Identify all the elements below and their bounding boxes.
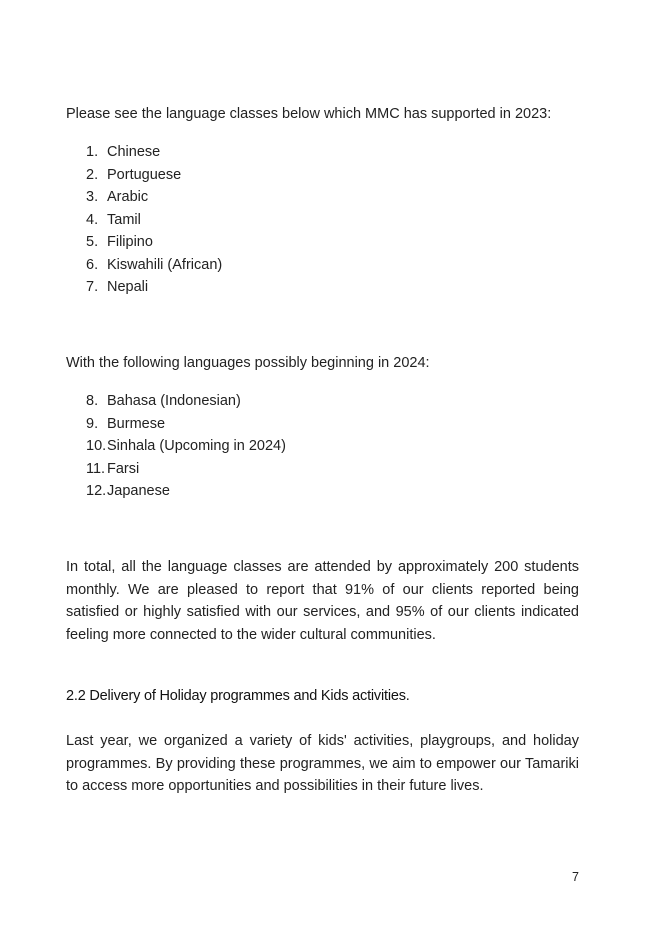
list-item-label: Nepali xyxy=(107,279,149,295)
list-item-label: Kiswahili (African) xyxy=(107,256,223,273)
list-item-label: Burmese xyxy=(107,415,166,432)
list-item-number: 5. xyxy=(86,234,99,250)
list-item xyxy=(86,390,286,413)
list-item xyxy=(86,164,222,187)
list-item xyxy=(86,209,222,232)
list-item-number: 11. xyxy=(86,460,106,477)
intro-paragraph: Please see the language classes below which MMC has supported in 2023: xyxy=(66,106,552,122)
list-item-number: 10. xyxy=(86,438,107,454)
section-body-paragraph: Last year, we organized a variety of kids' activities, playgroups, and holiday programmes. By providing these programmes, we aim to empower our Tamariki to access more opportunities and possibilities in their future lives. xyxy=(66,733,579,794)
list-item-number: 12. xyxy=(86,483,107,499)
list-item xyxy=(86,254,222,277)
list-item xyxy=(86,458,286,481)
list-item-number: 9. xyxy=(86,415,99,432)
section-heading: 2.2 Delivery of Holiday programmes and Kids activities. xyxy=(66,688,410,704)
list-item-label: Tamil xyxy=(107,211,141,228)
list-item-label: Filipino xyxy=(107,234,153,250)
list-item-number: 6. xyxy=(86,256,99,273)
languages-2024-list xyxy=(86,390,286,503)
list-item-number: 7. xyxy=(86,279,99,295)
list-item-label: Farsi xyxy=(107,460,140,477)
intro-2024-paragraph: With the following languages possibly beginning in 2024: xyxy=(66,355,430,371)
list-item-number: 1. xyxy=(86,144,99,160)
page-number: 7 xyxy=(572,870,579,884)
list-item xyxy=(86,435,286,458)
list-item-label: Bahasa (Indonesian) xyxy=(107,393,241,409)
list-item-label: Chinese xyxy=(107,144,161,160)
list-item-label: Portuguese xyxy=(107,166,182,183)
languages-2023-list xyxy=(86,141,222,299)
list-item xyxy=(86,141,222,164)
list-item xyxy=(86,480,286,503)
list-item-number: 3. xyxy=(86,189,99,205)
list-item-number: 4. xyxy=(86,211,99,228)
list-item-label: Arabic xyxy=(107,189,149,205)
list-item-label: Sinhala (Upcoming in 2024) xyxy=(107,438,286,454)
list-item xyxy=(86,413,286,436)
list-item-number: 8. xyxy=(86,393,99,409)
summary-paragraph: In total, all the language classes are attended by approximately 200 students monthly. We are pleased to report that 91% of our clients reported being satisfied or highly satisfied with our services, and 95% of our clients indicated feeling more connected to the wider cultural communities. xyxy=(66,559,579,643)
list-item-number: 2. xyxy=(86,166,99,183)
list-item xyxy=(86,186,222,209)
list-item xyxy=(86,231,222,254)
list-item-label: Japanese xyxy=(107,483,170,499)
list-item xyxy=(86,276,222,299)
